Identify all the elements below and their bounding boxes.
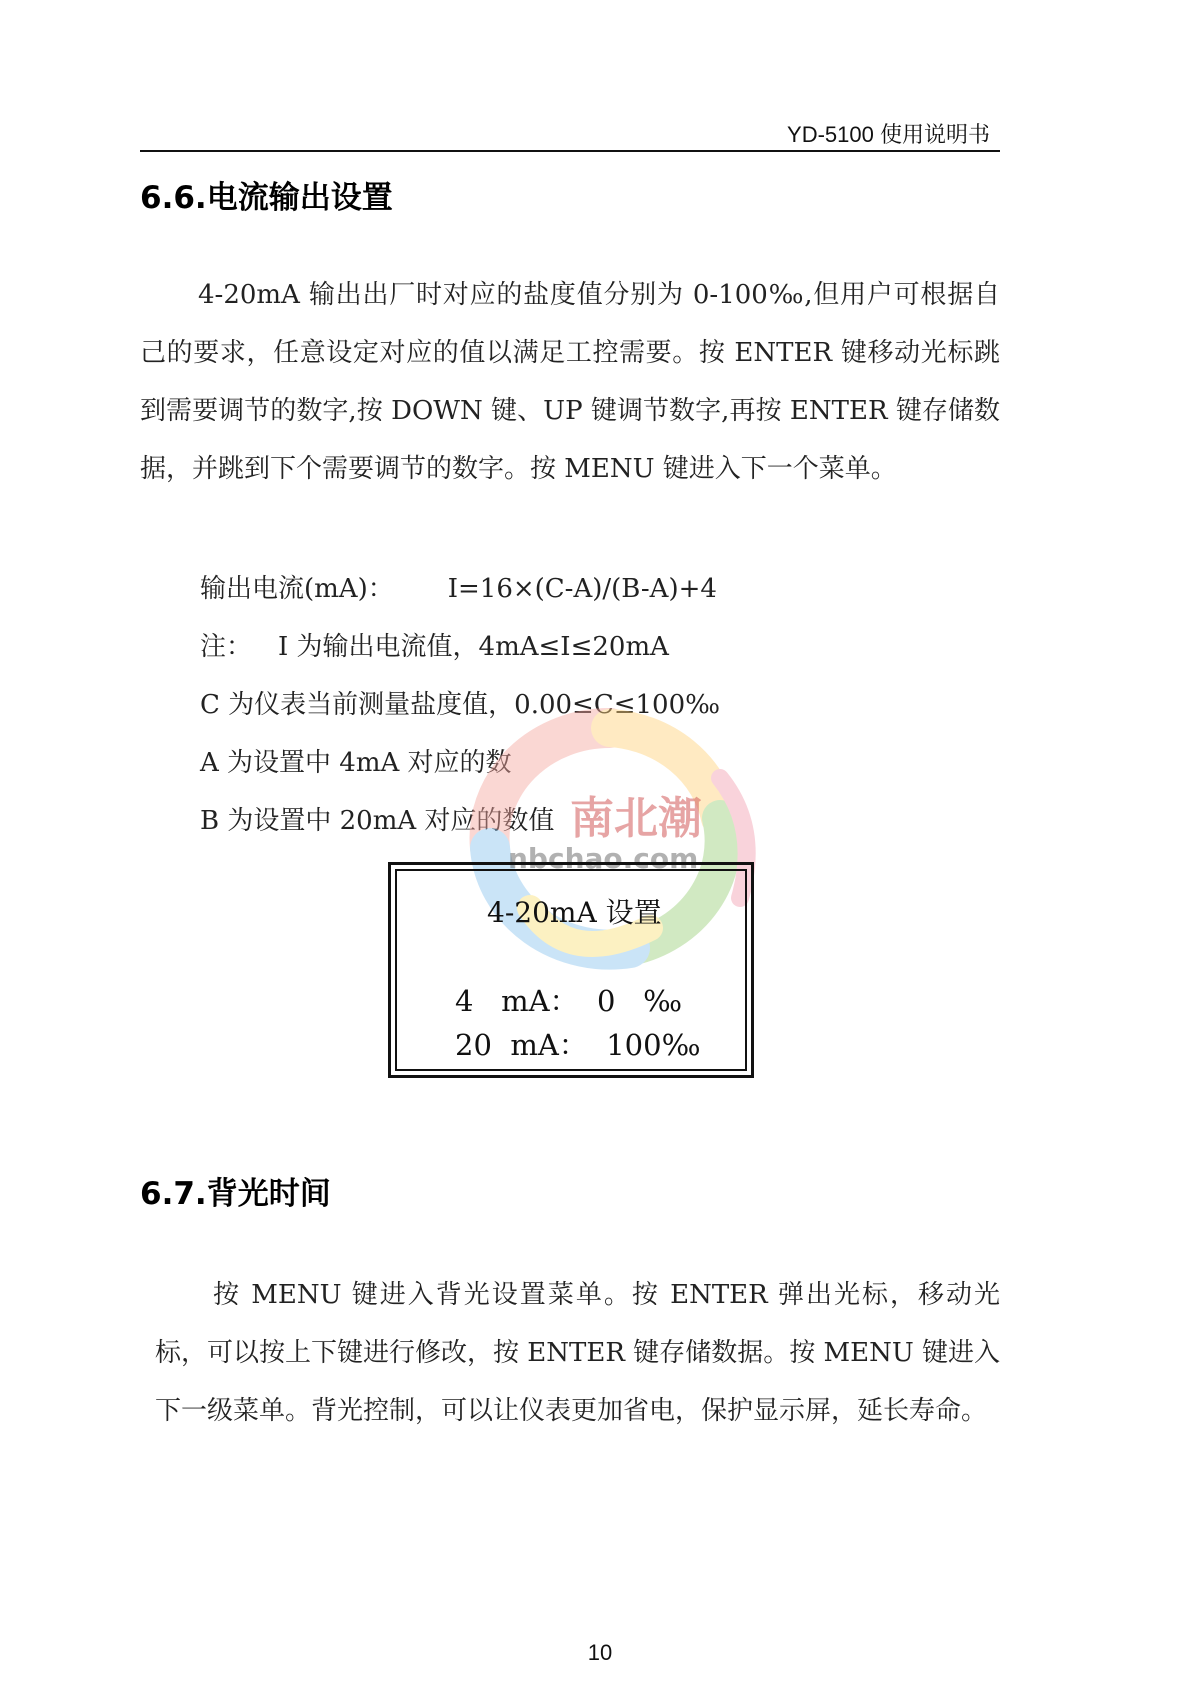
header-title: YD-5100 使用说明书 [787,122,990,147]
note-text: I 为输出电流值，4mA≤I≤20mA [278,632,669,662]
paragraph-current-output: 4-20mA 输出出厂时对应的盐度值分别为 0-100‰,但用户可根据自己的要求，任意设定对应的值以满足工控需要。按 ENTER 键移动光标跳到需要调节的数字,按 DOWN 键、UP 键调节数字,再按 ENTER 键存储数据，并跳到下个需要调节的数字。按 MENU 键进入下一个菜单。 [140,280,1000,484]
a-definition: A 为设置中 4mA 对应的数 [200,748,512,778]
lcd-display-inner [395,869,747,1071]
lcd-display-box [388,862,754,1078]
page-number: 10 [587,1640,613,1665]
watermark-brand: 南北潮 [570,793,702,844]
formula-line [200,568,717,605]
watermark-site: nbchao.com [508,842,699,875]
note-line [200,626,669,663]
section-heading-backlight: 6.7.背光时间 [140,1176,331,1212]
formula-expression: I=16×(C-A)/(B-A)+4 [447,574,717,604]
header-rule [140,150,1000,152]
c-definition: C 为仪表当前测量盐度值，0.00≤C≤100‰ [200,690,721,720]
paragraph-backlight: 按 MENU 键进入背光设置菜单。按 ENTER 弹出光标，移动光标，可以按上下键进行修改，按 ENTER 键存储数据。按 MENU 键进入下一级菜单。背光控制，可以让仪表更加省电，保护显示屏，延长寿命。 [155,1280,1000,1426]
section-heading-current-output: 6.6.电流输出设置 [140,180,393,216]
lcd-title: 4-20mA 设置 [487,896,662,929]
formula-label: 输出电流(mA)： [200,574,394,604]
lcd-row-20ma: 20 mA： 100‰ [455,1028,701,1062]
lcd-row-4ma: 4 mA： 0 ‰ [455,984,683,1018]
b-definition: B 为设置中 20mA 对应的数值 [200,806,555,836]
note-label: 注： [200,632,253,662]
